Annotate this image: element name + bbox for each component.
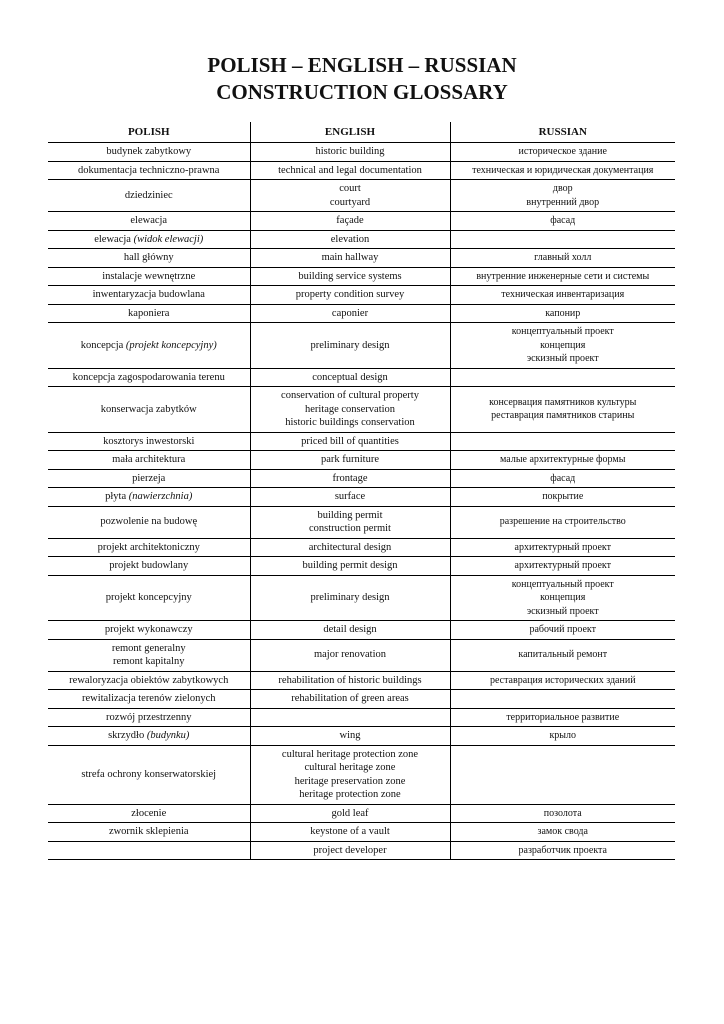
term-line: эскизный проект bbox=[526, 605, 599, 617]
polish-cell bbox=[48, 143, 250, 162]
english-cell bbox=[250, 488, 450, 507]
term-line: main hallway bbox=[321, 252, 379, 263]
term-line: cultural heritage zone bbox=[304, 762, 396, 773]
table-row bbox=[48, 304, 675, 323]
term-line: architectural design bbox=[308, 541, 392, 553]
term-line: позолота bbox=[543, 807, 582, 819]
term-line: архитектурный проект bbox=[514, 560, 611, 571]
russian-cell bbox=[450, 286, 675, 305]
term-line: фасад bbox=[550, 215, 576, 226]
russian-cell bbox=[450, 323, 675, 369]
term-line: rozwój przestrzenny bbox=[106, 711, 192, 723]
header-english: ENGLISH bbox=[250, 122, 450, 143]
term-line: концептуальный проект bbox=[511, 578, 614, 590]
english-cell bbox=[250, 671, 450, 690]
term-line: keystone of a vault bbox=[310, 826, 390, 837]
table-row bbox=[48, 639, 675, 671]
term-line: внутренние инженерные сети и системы bbox=[476, 270, 650, 282]
term-line: building service systems bbox=[298, 270, 402, 282]
russian-cell bbox=[450, 538, 675, 557]
polish-cell bbox=[48, 557, 250, 576]
russian-cell bbox=[450, 557, 675, 576]
term-line: wing bbox=[339, 730, 361, 741]
russian-cell bbox=[450, 575, 675, 621]
term-qualifier: (budynku) bbox=[146, 730, 190, 741]
polish-cell bbox=[48, 804, 250, 823]
term-with-qualifier bbox=[50, 233, 248, 247]
table-row bbox=[48, 180, 675, 212]
russian-cell bbox=[450, 180, 675, 212]
table-row bbox=[48, 575, 675, 621]
russian-cell bbox=[450, 708, 675, 727]
table-row bbox=[48, 212, 675, 231]
english-cell bbox=[250, 538, 450, 557]
table-row bbox=[48, 690, 675, 709]
term-qualifier: (nawierzchnia) bbox=[128, 491, 193, 502]
term-line: историческое здание bbox=[518, 146, 607, 157]
english-cell bbox=[250, 708, 450, 727]
russian-cell bbox=[450, 804, 675, 823]
table-row bbox=[48, 506, 675, 538]
table-row bbox=[48, 804, 675, 823]
english-cell bbox=[250, 368, 450, 387]
term-line: техническая и юридическая документация bbox=[472, 164, 654, 176]
english-cell bbox=[250, 451, 450, 470]
polish-cell bbox=[48, 212, 250, 231]
term-line: разработчик проекта bbox=[518, 844, 607, 856]
term-line: концепция bbox=[540, 339, 586, 351]
table-row bbox=[48, 161, 675, 180]
polish-cell bbox=[48, 230, 250, 249]
polish-cell bbox=[48, 621, 250, 640]
table-body bbox=[48, 143, 675, 860]
russian-cell bbox=[450, 469, 675, 488]
russian-cell bbox=[450, 690, 675, 709]
english-cell bbox=[250, 841, 450, 860]
table-row bbox=[48, 557, 675, 576]
page-title bbox=[0, 52, 724, 106]
term-line: малые архитектурные формы bbox=[500, 454, 626, 465]
polish-cell bbox=[48, 671, 250, 690]
term-line: двор bbox=[552, 183, 573, 194]
term-line: projekt koncepcyjny bbox=[105, 592, 192, 603]
english-cell bbox=[250, 621, 450, 640]
term-line: rewitalizacja terenów zielonych bbox=[81, 693, 216, 704]
english-cell bbox=[250, 804, 450, 823]
term-with-qualifier bbox=[50, 729, 248, 743]
term-with-qualifier bbox=[50, 490, 248, 504]
term-line: courtyard bbox=[329, 196, 371, 208]
term-line: building permit design bbox=[302, 560, 398, 571]
term-line: покрытие bbox=[542, 491, 584, 502]
term-line: detail design bbox=[323, 624, 377, 635]
polish-cell bbox=[48, 823, 250, 842]
russian-cell bbox=[450, 621, 675, 640]
english-cell bbox=[250, 180, 450, 212]
polish-cell bbox=[48, 690, 250, 709]
term-line: hall główny bbox=[123, 252, 174, 263]
term-line: капонир bbox=[545, 307, 581, 319]
polish-cell bbox=[48, 745, 250, 804]
term-line: dokumentacja techniczno-prawna bbox=[78, 164, 220, 176]
term-line: концепция bbox=[540, 592, 586, 603]
table-row bbox=[48, 323, 675, 369]
polish-cell bbox=[48, 368, 250, 387]
term-line: projekt architektoniczny bbox=[97, 541, 200, 553]
term-with-qualifier bbox=[50, 339, 248, 353]
english-cell bbox=[250, 267, 450, 286]
russian-cell bbox=[450, 304, 675, 323]
term-line: pozwolenie na budowę bbox=[100, 516, 198, 528]
term-line: gold leaf bbox=[331, 807, 369, 819]
russian-cell bbox=[450, 230, 675, 249]
english-cell bbox=[250, 230, 450, 249]
table-row bbox=[48, 708, 675, 727]
term-line: surface bbox=[334, 491, 366, 502]
russian-cell bbox=[450, 267, 675, 286]
term-line: разрешение на строительство bbox=[499, 516, 626, 528]
term-line: historic buildings conservation bbox=[285, 417, 415, 428]
russian-cell bbox=[450, 488, 675, 507]
term-line: conservation of cultural property bbox=[281, 390, 419, 401]
term-line: техническая инвентаризация bbox=[501, 289, 625, 300]
polish-cell bbox=[48, 267, 250, 286]
russian-cell bbox=[450, 249, 675, 268]
term-line: капитальный ремонт bbox=[518, 649, 608, 661]
polish-cell bbox=[48, 432, 250, 451]
title-line-1: POLISH – ENGLISH – RUSSIAN bbox=[207, 53, 517, 77]
term-line: kosztorys inwestorski bbox=[103, 435, 195, 447]
term-line: płyta bbox=[105, 491, 127, 502]
header-polish: POLISH bbox=[48, 122, 250, 143]
term-line: heritage protection zone bbox=[299, 789, 401, 800]
table-row bbox=[48, 230, 675, 249]
polish-cell bbox=[48, 469, 250, 488]
english-cell bbox=[250, 506, 450, 538]
table-row bbox=[48, 387, 675, 433]
polish-cell bbox=[48, 249, 250, 268]
russian-cell bbox=[450, 451, 675, 470]
term-line: крыло bbox=[549, 730, 577, 741]
russian-cell bbox=[450, 841, 675, 860]
title-line-2: CONSTRUCTION GLOSSARY bbox=[216, 80, 508, 104]
polish-cell bbox=[48, 161, 250, 180]
russian-cell bbox=[450, 387, 675, 433]
table-row bbox=[48, 249, 675, 268]
table-row bbox=[48, 143, 675, 162]
english-cell bbox=[250, 212, 450, 231]
term-line: rewaloryzacja obiektów zabytkowych bbox=[69, 674, 229, 686]
english-cell bbox=[250, 143, 450, 162]
polish-cell bbox=[48, 323, 250, 369]
term-line: remont generalny bbox=[111, 642, 186, 654]
term-line: façade bbox=[336, 215, 364, 226]
russian-cell bbox=[450, 161, 675, 180]
term-line: elevation bbox=[330, 233, 370, 245]
term-line: rehabilitation of green areas bbox=[291, 693, 409, 704]
term-line: фасад bbox=[550, 472, 576, 484]
table-row bbox=[48, 488, 675, 507]
table-row bbox=[48, 432, 675, 451]
table-row bbox=[48, 823, 675, 842]
english-cell bbox=[250, 639, 450, 671]
english-cell bbox=[250, 432, 450, 451]
term-line: heritage conservation bbox=[304, 403, 396, 415]
term-line: концептуальный проект bbox=[511, 326, 614, 337]
term-line: inwentaryzacja budowlana bbox=[92, 289, 205, 300]
polish-cell bbox=[48, 708, 250, 727]
term-line: главный холл bbox=[534, 252, 592, 263]
polish-cell bbox=[48, 180, 250, 212]
term-line: konserwacja zabytków bbox=[100, 403, 197, 415]
term-line: preliminary design bbox=[310, 592, 390, 603]
polish-cell bbox=[48, 304, 250, 323]
term-line: рабочий проект bbox=[529, 624, 596, 635]
table-row bbox=[48, 671, 675, 690]
table-row bbox=[48, 621, 675, 640]
polish-cell bbox=[48, 387, 250, 433]
english-cell bbox=[250, 387, 450, 433]
russian-cell bbox=[450, 368, 675, 387]
term-line: elewacja bbox=[130, 215, 168, 226]
term-line: elewacja bbox=[94, 233, 131, 245]
english-cell bbox=[250, 690, 450, 709]
polish-cell bbox=[48, 575, 250, 621]
term-line: conceptual design bbox=[312, 371, 388, 383]
term-line: cultural heritage protection zone bbox=[281, 748, 419, 760]
term-line: court bbox=[339, 183, 361, 194]
english-cell bbox=[250, 161, 450, 180]
term-line: budynek zabytkowy bbox=[106, 146, 192, 157]
term-line: реставрация исторических зданий bbox=[489, 674, 636, 686]
term-line: projekt wykonawczy bbox=[104, 624, 193, 635]
russian-cell bbox=[450, 432, 675, 451]
term-line: территориальное развитие bbox=[506, 711, 620, 723]
table-row bbox=[48, 538, 675, 557]
term-line: project developer bbox=[313, 844, 387, 856]
term-line: консервация памятников культуры bbox=[489, 396, 637, 408]
polish-cell bbox=[48, 639, 250, 671]
term-line: remont kapitalny bbox=[113, 656, 185, 667]
table-row bbox=[48, 469, 675, 488]
russian-cell bbox=[450, 671, 675, 690]
term-line: frontage bbox=[332, 472, 368, 484]
polish-cell bbox=[48, 488, 250, 507]
term-line: замок свода bbox=[537, 826, 588, 837]
term-line: preliminary design bbox=[310, 339, 390, 351]
term-line: внутренний двор bbox=[526, 196, 600, 208]
english-cell bbox=[250, 745, 450, 804]
english-cell bbox=[250, 249, 450, 268]
table-row bbox=[48, 267, 675, 286]
term-line: koncepcja zagospodarowania terenu bbox=[72, 371, 225, 383]
russian-cell bbox=[450, 506, 675, 538]
table-row bbox=[48, 451, 675, 470]
term-line: dziedziniec bbox=[124, 189, 173, 201]
header-russian: RUSSIAN bbox=[450, 122, 675, 143]
russian-cell bbox=[450, 143, 675, 162]
russian-cell bbox=[450, 745, 675, 804]
term-line: mała architektura bbox=[112, 454, 186, 465]
term-line: rehabilitation of historic buildings bbox=[278, 674, 422, 686]
polish-cell bbox=[48, 538, 250, 557]
term-line: skrzydło bbox=[108, 730, 145, 741]
russian-cell bbox=[450, 639, 675, 671]
term-qualifier: (widok elewacji) bbox=[133, 233, 204, 245]
english-cell bbox=[250, 575, 450, 621]
english-cell bbox=[250, 323, 450, 369]
term-line: zwornik sklepienia bbox=[108, 826, 189, 837]
english-cell bbox=[250, 469, 450, 488]
term-line: property condition survey bbox=[295, 289, 405, 300]
term-line: pierzeja bbox=[132, 472, 166, 484]
english-cell bbox=[250, 727, 450, 746]
english-cell bbox=[250, 304, 450, 323]
term-line: архитектурный проект bbox=[514, 541, 611, 553]
term-line: construction permit bbox=[309, 523, 391, 534]
term-line: koncepcja bbox=[80, 339, 124, 351]
term-line: technical and legal documentation bbox=[278, 164, 422, 176]
polish-cell bbox=[48, 506, 250, 538]
term-line: heritage preservation zone bbox=[294, 775, 406, 787]
term-line: caponier bbox=[331, 307, 369, 319]
term-line: instalacje wewnętrzne bbox=[102, 270, 196, 282]
term-line: major renovation bbox=[313, 649, 387, 661]
term-line: kaponiera bbox=[128, 307, 170, 319]
term-line: реставрация памятников старины bbox=[491, 410, 635, 422]
polish-cell bbox=[48, 286, 250, 305]
english-cell bbox=[250, 286, 450, 305]
term-line: strefa ochrony konserwatorskiej bbox=[81, 768, 217, 780]
term-line: park furniture bbox=[320, 454, 380, 465]
table-header-row bbox=[48, 122, 675, 143]
russian-cell bbox=[450, 212, 675, 231]
term-line: złocenie bbox=[131, 807, 167, 819]
table-row bbox=[48, 286, 675, 305]
russian-cell bbox=[450, 727, 675, 746]
table-row bbox=[48, 727, 675, 746]
polish-cell bbox=[48, 727, 250, 746]
term-line: building permit bbox=[317, 509, 383, 521]
term-line: historic building bbox=[315, 146, 385, 157]
russian-cell bbox=[450, 823, 675, 842]
term-line: эскизный проект bbox=[526, 353, 599, 364]
english-cell bbox=[250, 823, 450, 842]
term-line: priced bill of quantities bbox=[301, 435, 399, 447]
table-row bbox=[48, 841, 675, 860]
table-row bbox=[48, 745, 675, 804]
polish-cell bbox=[48, 451, 250, 470]
term-line: projekt budowlany bbox=[109, 560, 189, 571]
glossary-table bbox=[48, 122, 675, 860]
table-row bbox=[48, 368, 675, 387]
polish-cell bbox=[48, 841, 250, 860]
term-qualifier: (projekt koncepcyjny) bbox=[125, 339, 217, 351]
english-cell bbox=[250, 557, 450, 576]
